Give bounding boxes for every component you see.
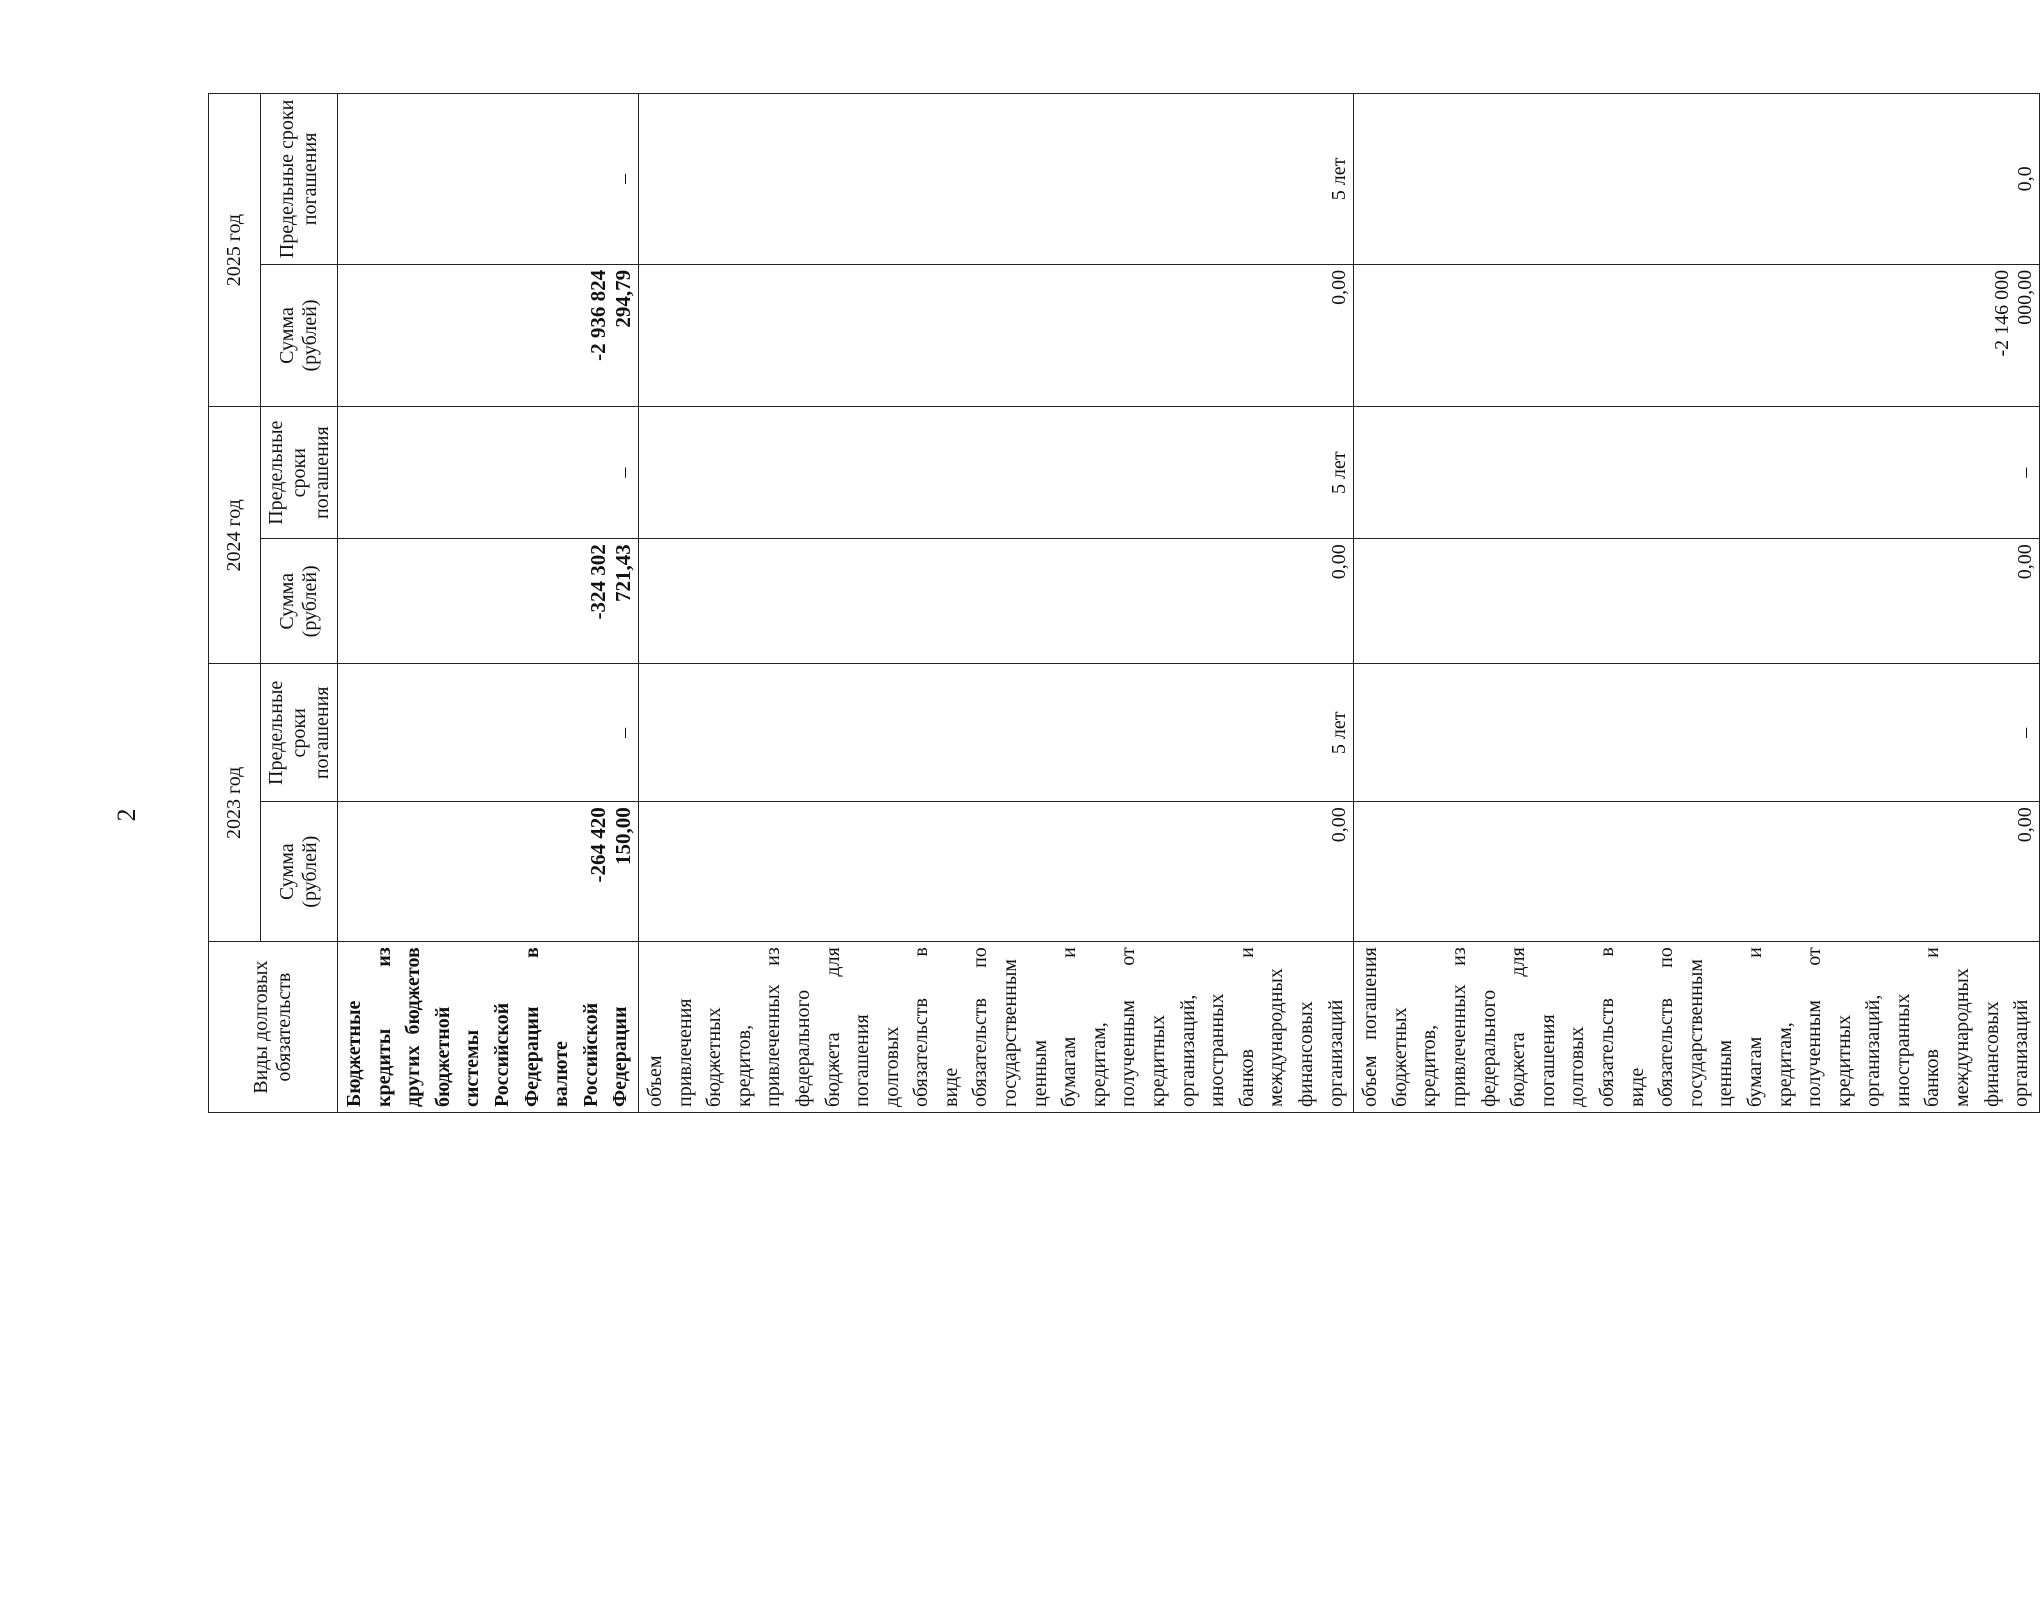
debt-type-line: других бюджетов бюджетной bbox=[402, 947, 454, 1107]
amount-cell: 0,00 bbox=[1354, 539, 2040, 664]
term-cell: – bbox=[1354, 664, 2040, 802]
debt-type-line: бумагам и кредитам, bbox=[1058, 947, 1110, 1107]
debt-type-cell bbox=[638, 942, 1353, 1113]
debt-type-line: государственным ценным bbox=[999, 959, 1051, 1107]
debt-type-line: организаций, иностранных bbox=[1176, 993, 1229, 1107]
debt-type-line: Федерации в валюте bbox=[520, 947, 573, 1107]
term-header: Предельные сроки погашения bbox=[261, 94, 338, 265]
amount-cell: -264 420 150,00 bbox=[338, 802, 639, 942]
header-row-years bbox=[209, 94, 261, 1113]
debt-type-line: Бюджетные кредиты из bbox=[343, 947, 395, 1107]
debt-type-line: Российской Федерации bbox=[579, 1002, 632, 1107]
amount-cell: -2 146 000 000,00 bbox=[1354, 264, 2040, 406]
debt-type-line: финансовых организаций bbox=[1980, 999, 2033, 1107]
type-column-header: Виды долговых обязательств bbox=[209, 942, 338, 1113]
debt-type-line: системы Российской bbox=[461, 1002, 513, 1107]
term-header: Предельные сроки погашения bbox=[261, 407, 338, 539]
year-header-2023: 2023 год bbox=[209, 664, 261, 942]
term-header: Предельные сроки погашения bbox=[261, 664, 338, 802]
amount-cell: -324 302 721,43 bbox=[338, 539, 639, 664]
rotated-table-container bbox=[208, 93, 2036, 1113]
debt-type-line: полученным от кредитных bbox=[1117, 947, 1170, 1107]
page-number: 2 bbox=[112, 808, 141, 822]
year-header-2025: 2025 год bbox=[209, 94, 261, 407]
debt-type-line: привлеченных из федерального bbox=[762, 947, 814, 1107]
term-cell: 5 лет bbox=[638, 664, 1353, 802]
table-row bbox=[338, 94, 639, 1113]
amount-header: Сумма (рублей) bbox=[261, 264, 338, 406]
term-cell: 5 лет bbox=[638, 94, 1353, 265]
amount-cell: 0,00 bbox=[638, 539, 1353, 664]
debt-type-line: бюджета для погашения bbox=[821, 947, 874, 1107]
debt-type-cell bbox=[1354, 942, 2040, 1113]
amount-header: Сумма (рублей) bbox=[261, 802, 338, 942]
amount-cell: 0,00 bbox=[638, 264, 1353, 406]
debt-type-line: обязательств в виде bbox=[1595, 947, 1648, 1107]
term-cell: – bbox=[338, 664, 639, 802]
debt-type-line: объем погашения бюджетных bbox=[1359, 947, 1411, 1107]
term-cell: – bbox=[1354, 407, 2040, 539]
amount-cell: -2 936 824 294,79 bbox=[338, 264, 639, 406]
debt-type-line: долговых обязательств в виде bbox=[880, 947, 962, 1107]
debt-type-line: полученным от кредитных bbox=[1803, 947, 1855, 1107]
debt-type-line: государственным ценным bbox=[1684, 959, 1737, 1107]
debt-obligations-table bbox=[208, 93, 2040, 1113]
debt-type-line: федерального бюджета для bbox=[1477, 947, 1530, 1107]
debt-type-line: кредитов, привлеченных из bbox=[1418, 947, 1470, 1107]
debt-type-line: банков и международных bbox=[1921, 947, 1974, 1107]
debt-type-line: банков и международных bbox=[1235, 947, 1288, 1107]
amount-cell: 0,00 bbox=[638, 802, 1353, 942]
debt-type-line: финансовых организаций bbox=[1295, 999, 1347, 1107]
term-cell: 0,0 bbox=[1354, 94, 2040, 265]
amount-cell: 0,00 bbox=[1354, 802, 2040, 942]
debt-type-line: бумагам и кредитам, bbox=[1743, 947, 1796, 1107]
debt-type-line: погашения долговых bbox=[1536, 1014, 1589, 1107]
table-row bbox=[1354, 94, 2040, 1113]
term-cell: 5 лет bbox=[638, 407, 1353, 539]
debt-type-line: бюджетных кредитов, bbox=[703, 1007, 755, 1107]
year-header-2024: 2024 год bbox=[209, 407, 261, 664]
debt-type-line: организаций, иностранных bbox=[1862, 993, 1914, 1107]
table-row bbox=[638, 94, 1353, 1113]
debt-type-line: обязательств по bbox=[969, 947, 992, 1107]
debt-type-line: объем привлечения bbox=[643, 998, 696, 1107]
term-cell: – bbox=[338, 94, 639, 265]
term-cell: – bbox=[338, 407, 639, 539]
amount-header: Сумма (рублей) bbox=[261, 539, 338, 664]
debt-type-cell bbox=[338, 942, 639, 1113]
debt-type-line: обязательств по bbox=[1655, 947, 1678, 1107]
